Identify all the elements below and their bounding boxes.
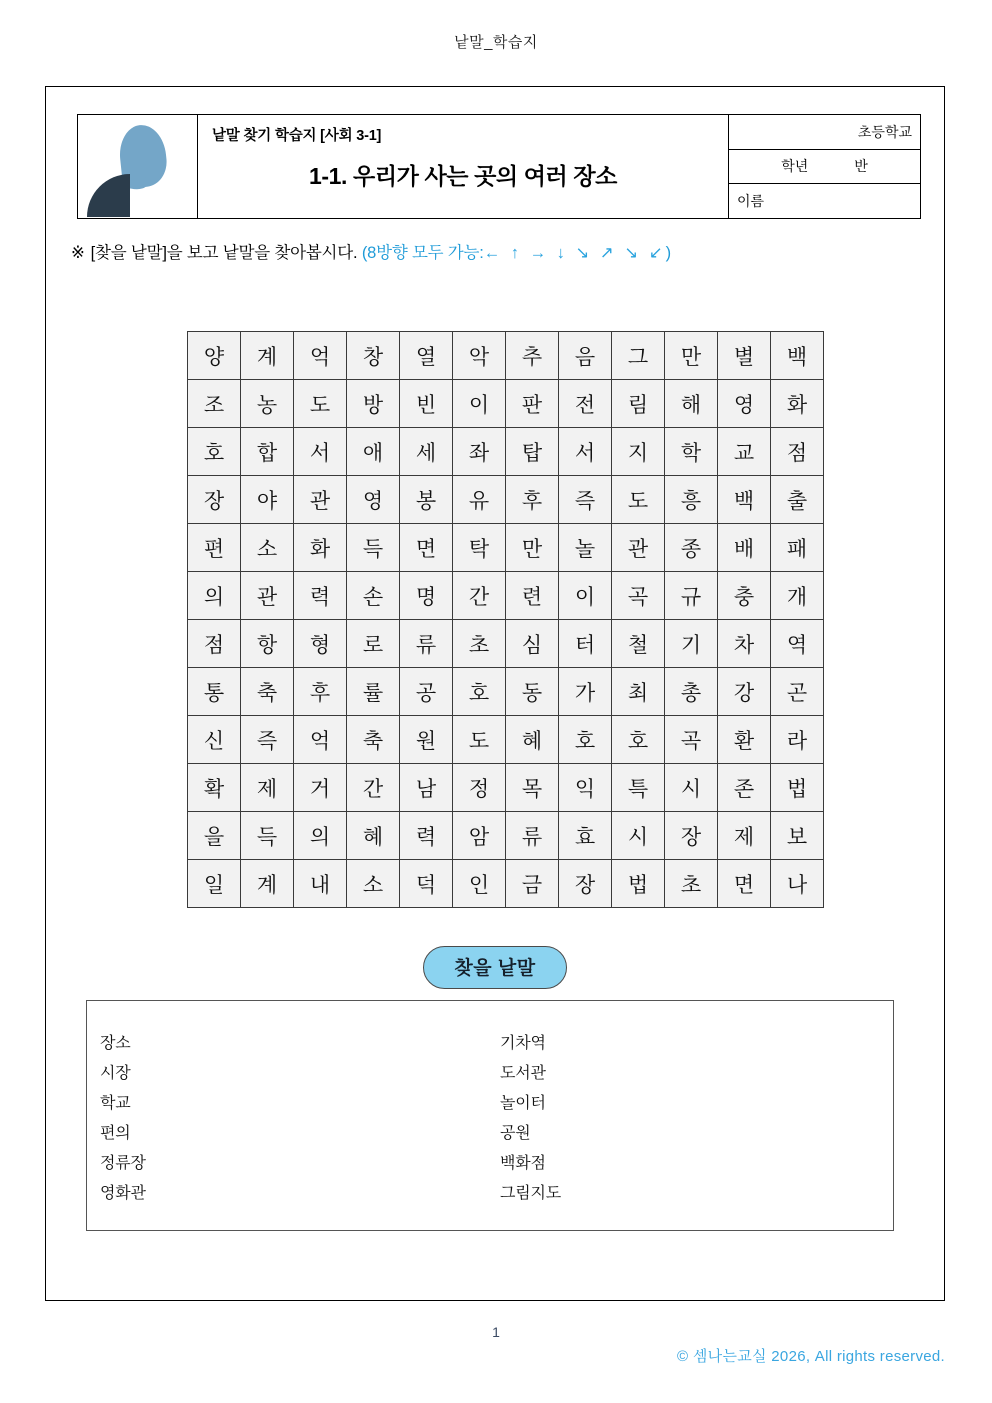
puzzle-cell[interactable]: 계 — [241, 332, 294, 380]
student-info-table — [729, 115, 920, 218]
wordlist-item[interactable]: 학교 — [100, 1095, 131, 1112]
puzzle-cell[interactable]: 조 — [188, 380, 241, 428]
puzzle-cell[interactable]: 편 — [188, 524, 241, 572]
puzzle-cell[interactable]: 혜 — [347, 812, 400, 860]
puzzle-cell[interactable]: 봉 — [400, 476, 453, 524]
puzzle-cell[interactable]: 암 — [453, 812, 506, 860]
puzzle-cell[interactable]: 기 — [665, 620, 718, 668]
puzzle-cell[interactable]: 력 — [400, 812, 453, 860]
puzzle-cell[interactable]: 거 — [294, 764, 347, 812]
puzzle-cell[interactable]: 관 — [294, 476, 347, 524]
puzzle-cell[interactable]: 역 — [771, 620, 824, 668]
puzzle-cell[interactable]: 영 — [347, 476, 400, 524]
puzzle-cell[interactable]: 득 — [347, 524, 400, 572]
wordlist-item[interactable]: 시장 — [100, 1065, 131, 1082]
puzzle-cell[interactable]: 만 — [665, 332, 718, 380]
puzzle-cell[interactable]: 영 — [718, 380, 771, 428]
puzzle-cell[interactable]: 률 — [347, 668, 400, 716]
puzzle-cell[interactable]: 후 — [506, 476, 559, 524]
puzzle-row — [188, 812, 824, 860]
puzzle-cell[interactable]: 의 — [294, 812, 347, 860]
puzzle-cell[interactable]: 존 — [718, 764, 771, 812]
wordlist-column — [500, 1029, 900, 1209]
puzzle-row — [188, 620, 824, 668]
puzzle-cell[interactable]: 최 — [612, 668, 665, 716]
puzzle-cell[interactable]: 신 — [188, 716, 241, 764]
wordlist-box — [86, 1000, 894, 1231]
direction-hint-close: ) — [665, 244, 671, 262]
worksheet-title-table — [77, 114, 921, 219]
class-label: 반 — [854, 158, 868, 175]
puzzle-cell[interactable]: 합 — [241, 428, 294, 476]
puzzle-cell[interactable]: 열 — [400, 332, 453, 380]
puzzle-cell[interactable]: 점 — [771, 428, 824, 476]
puzzle-cell[interactable]: 만 — [506, 524, 559, 572]
worksheet-subtitle: 낱말 찾기 학습지 [사회 3-1] — [212, 128, 382, 144]
puzzle-cell[interactable]: 일 — [188, 860, 241, 908]
puzzle-cell[interactable]: 장 — [188, 476, 241, 524]
puzzle-cell[interactable]: 호 — [559, 716, 612, 764]
puzzle-row — [188, 764, 824, 812]
student-info-cell — [729, 115, 921, 219]
puzzle-cell[interactable]: 점 — [188, 620, 241, 668]
puzzle-cell[interactable]: 농 — [241, 380, 294, 428]
puzzle-cell[interactable]: 효 — [559, 812, 612, 860]
puzzle-cell[interactable]: 소 — [347, 860, 400, 908]
puzzle-row — [188, 476, 824, 524]
puzzle-cell[interactable]: 빈 — [400, 380, 453, 428]
puzzle-cell[interactable]: 특 — [612, 764, 665, 812]
puzzle-cell[interactable]: 심 — [506, 620, 559, 668]
wordlist-columns — [100, 1029, 900, 1209]
puzzle-cell[interactable]: 판 — [506, 380, 559, 428]
puzzle-cell[interactable]: 면 — [400, 524, 453, 572]
direction-arrows-icon: ← ↑ → ↓ ↘ ↗ ↘ ↙ — [483, 244, 666, 262]
puzzle-cell[interactable]: 이 — [453, 380, 506, 428]
puzzle-cell[interactable]: 서 — [559, 428, 612, 476]
puzzle-cell[interactable]: 계 — [241, 860, 294, 908]
wordlist-item[interactable]: 장소 — [100, 1035, 131, 1052]
puzzle-cell[interactable]: 득 — [241, 812, 294, 860]
puzzle-cell[interactable]: 학 — [665, 428, 718, 476]
puzzle-cell[interactable]: 유 — [453, 476, 506, 524]
puzzle-cell[interactable]: 차 — [718, 620, 771, 668]
puzzle-cell[interactable]: 도 — [294, 380, 347, 428]
puzzle-row — [188, 860, 824, 908]
puzzle-cell[interactable]: 탁 — [453, 524, 506, 572]
water-drop-logo-icon — [78, 115, 197, 218]
puzzle-cell[interactable]: 해 — [665, 380, 718, 428]
puzzle-cell[interactable]: 호 — [453, 668, 506, 716]
instruction-text: [찾을 낱말]을 보고 낱말을 찾아봅시다. — [90, 244, 358, 262]
puzzle-cell[interactable]: 곡 — [612, 572, 665, 620]
puzzle-cell[interactable]: 터 — [559, 620, 612, 668]
puzzle-cell[interactable]: 서 — [294, 428, 347, 476]
puzzle-cell[interactable]: 보 — [771, 812, 824, 860]
puzzle-cell[interactable]: 방 — [347, 380, 400, 428]
puzzle-cell[interactable]: 축 — [241, 668, 294, 716]
puzzle-cell[interactable]: 장 — [665, 812, 718, 860]
instruction-line — [71, 239, 671, 263]
puzzle-row — [188, 524, 824, 572]
puzzle-cell[interactable]: 항 — [241, 620, 294, 668]
reference-mark-icon: ※ — [71, 244, 85, 262]
puzzle-cell[interactable]: 인 — [453, 860, 506, 908]
puzzle-cell[interactable]: 동 — [506, 668, 559, 716]
puzzle-cell[interactable]: 별 — [718, 332, 771, 380]
wordlist-item[interactable]: 도서관 — [500, 1065, 546, 1082]
puzzle-cell[interactable]: 충 — [718, 572, 771, 620]
wordlist-column — [100, 1029, 500, 1209]
puzzle-cell[interactable]: 목 — [506, 764, 559, 812]
puzzle-cell[interactable]: 축 — [347, 716, 400, 764]
puzzle-cell[interactable]: 시 — [612, 812, 665, 860]
puzzle-cell[interactable]: 도 — [612, 476, 665, 524]
puzzle-cell[interactable]: 전 — [559, 380, 612, 428]
puzzle-cell[interactable]: 악 — [453, 332, 506, 380]
wordlist-badge: 찾을 낱말 — [423, 946, 566, 989]
copyright-notice: © 셈나는교실 2026, All rights reserved. — [677, 1348, 945, 1365]
puzzle-cell[interactable]: 강 — [718, 668, 771, 716]
puzzle-cell[interactable]: 애 — [347, 428, 400, 476]
puzzle-cell[interactable]: 억 — [294, 332, 347, 380]
grade-label: 학년 — [781, 158, 809, 175]
wordlist-item[interactable]: 그림지도 — [500, 1185, 562, 1202]
puzzle-cell[interactable]: 곤 — [771, 668, 824, 716]
puzzle-cell[interactable]: 지 — [612, 428, 665, 476]
puzzle-cell[interactable]: 세 — [400, 428, 453, 476]
puzzle-cell[interactable]: 개 — [771, 572, 824, 620]
school-field[interactable]: 초등학교 — [729, 115, 920, 149]
puzzle-cell[interactable]: 음 — [559, 332, 612, 380]
puzzle-cell[interactable]: 덕 — [400, 860, 453, 908]
puzzle-cell[interactable]: 이 — [559, 572, 612, 620]
puzzle-cell[interactable]: 즉 — [241, 716, 294, 764]
puzzle-cell[interactable]: 규 — [665, 572, 718, 620]
puzzle-cell[interactable]: 야 — [241, 476, 294, 524]
puzzle-row — [188, 380, 824, 428]
puzzle-cell[interactable]: 호 — [612, 716, 665, 764]
wordlist-badge-row — [46, 946, 944, 989]
puzzle-cell[interactable]: 림 — [612, 380, 665, 428]
puzzle-cell[interactable]: 련 — [506, 572, 559, 620]
wordlist-item[interactable]: 공원 — [500, 1125, 531, 1142]
puzzle-cell[interactable]: 후 — [294, 668, 347, 716]
puzzle-cell[interactable]: 화 — [294, 524, 347, 572]
puzzle-cell[interactable]: 제 — [718, 812, 771, 860]
puzzle-row — [188, 716, 824, 764]
puzzle-cell[interactable]: 라 — [771, 716, 824, 764]
puzzle-cell[interactable]: 류 — [506, 812, 559, 860]
name-field[interactable]: 이름 — [737, 193, 765, 210]
puzzle-cell[interactable]: 소 — [241, 524, 294, 572]
puzzle-cell[interactable]: 장 — [559, 860, 612, 908]
puzzle-cell[interactable]: 간 — [347, 764, 400, 812]
running-page-header: 낱말_학습지 — [454, 34, 538, 51]
puzzle-row — [188, 572, 824, 620]
puzzle-row — [188, 428, 824, 476]
puzzle-table[interactable] — [187, 331, 824, 908]
puzzle-row — [188, 332, 824, 380]
puzzle-cell[interactable]: 곡 — [665, 716, 718, 764]
puzzle-cell[interactable]: 가 — [559, 668, 612, 716]
puzzle-cell[interactable]: 화 — [771, 380, 824, 428]
puzzle-cell[interactable]: 도 — [453, 716, 506, 764]
puzzle-cell[interactable]: 류 — [400, 620, 453, 668]
puzzle-cell[interactable]: 제 — [241, 764, 294, 812]
puzzle-cell[interactable]: 간 — [453, 572, 506, 620]
puzzle-cell[interactable]: 확 — [188, 764, 241, 812]
title-cell — [198, 115, 729, 219]
puzzle-cell[interactable]: 형 — [294, 620, 347, 668]
puzzle-cell[interactable]: 그 — [612, 332, 665, 380]
puzzle-cell[interactable]: 손 — [347, 572, 400, 620]
logo-quarter-circle-icon — [87, 174, 130, 217]
puzzle-cell[interactable]: 시 — [665, 764, 718, 812]
puzzle-cell[interactable]: 추 — [506, 332, 559, 380]
page-number: 1 — [492, 1324, 500, 1340]
puzzle-cell[interactable]: 력 — [294, 572, 347, 620]
grade-class-field[interactable] — [729, 149, 920, 183]
puzzle-cell[interactable]: 금 — [506, 860, 559, 908]
puzzle-cell[interactable]: 배 — [718, 524, 771, 572]
wordlist-item[interactable]: 백화점 — [500, 1155, 546, 1172]
puzzle-cell[interactable]: 양 — [188, 332, 241, 380]
puzzle-cell[interactable]: 공 — [400, 668, 453, 716]
puzzle-cell[interactable]: 관 — [612, 524, 665, 572]
puzzle-cell[interactable]: 통 — [188, 668, 241, 716]
puzzle-cell[interactable]: 익 — [559, 764, 612, 812]
puzzle-cell[interactable]: 좌 — [453, 428, 506, 476]
wordlist-item[interactable]: 영화관 — [100, 1185, 146, 1202]
worksheet-frame — [45, 86, 945, 1301]
puzzle-cell[interactable]: 즉 — [559, 476, 612, 524]
puzzle-cell[interactable]: 명 — [400, 572, 453, 620]
logo-cell — [78, 115, 198, 219]
puzzle-cell[interactable]: 흥 — [665, 476, 718, 524]
puzzle-cell[interactable]: 환 — [718, 716, 771, 764]
page-title: 1-1. 우리가 사는 곳의 여러 장소 — [309, 163, 617, 189]
puzzle-cell[interactable]: 로 — [347, 620, 400, 668]
word-search-grid[interactable] — [187, 331, 824, 908]
puzzle-cell[interactable]: 호 — [188, 428, 241, 476]
puzzle-cell[interactable]: 총 — [665, 668, 718, 716]
puzzle-cell[interactable]: 백 — [718, 476, 771, 524]
puzzle-cell[interactable]: 철 — [612, 620, 665, 668]
puzzle-cell[interactable]: 법 — [612, 860, 665, 908]
wordlist-item[interactable]: 기차역 — [500, 1035, 546, 1052]
puzzle-cell[interactable]: 남 — [400, 764, 453, 812]
puzzle-cell[interactable]: 혜 — [506, 716, 559, 764]
puzzle-cell[interactable]: 억 — [294, 716, 347, 764]
puzzle-cell[interactable]: 관 — [241, 572, 294, 620]
puzzle-row — [188, 668, 824, 716]
puzzle-cell[interactable]: 면 — [718, 860, 771, 908]
puzzle-cell[interactable]: 나 — [771, 860, 824, 908]
puzzle-cell[interactable]: 정 — [453, 764, 506, 812]
puzzle-cell[interactable]: 법 — [771, 764, 824, 812]
wordlist-item[interactable]: 정류장 — [100, 1155, 146, 1172]
puzzle-cell[interactable]: 초 — [453, 620, 506, 668]
puzzle-cell[interactable]: 교 — [718, 428, 771, 476]
puzzle-cell[interactable]: 원 — [400, 716, 453, 764]
puzzle-cell[interactable]: 종 — [665, 524, 718, 572]
puzzle-cell[interactable]: 내 — [294, 860, 347, 908]
puzzle-cell[interactable]: 창 — [347, 332, 400, 380]
direction-hint-open: (8방향 모두 가능: — [361, 244, 484, 262]
puzzle-cell[interactable]: 패 — [771, 524, 824, 572]
wordlist-item[interactable]: 놀이터 — [500, 1095, 546, 1112]
puzzle-cell[interactable]: 백 — [771, 332, 824, 380]
puzzle-cell[interactable]: 을 — [188, 812, 241, 860]
puzzle-cell[interactable]: 탑 — [506, 428, 559, 476]
puzzle-cell[interactable]: 의 — [188, 572, 241, 620]
puzzle-cell[interactable]: 출 — [771, 476, 824, 524]
wordlist-item[interactable]: 편의 — [100, 1125, 131, 1142]
puzzle-cell[interactable]: 놀 — [559, 524, 612, 572]
puzzle-cell[interactable]: 초 — [665, 860, 718, 908]
